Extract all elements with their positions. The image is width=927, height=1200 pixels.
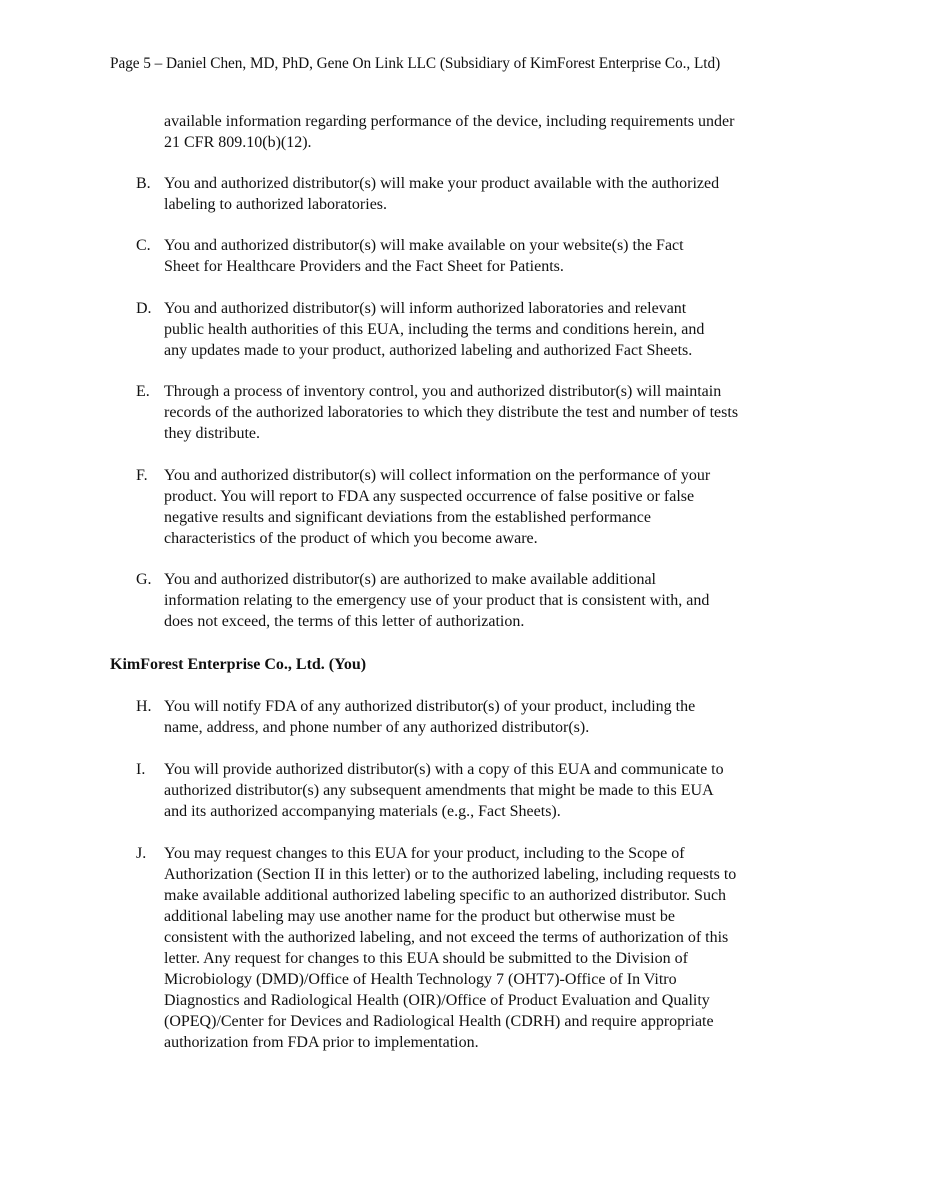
text-line: 21 CFR 809.10(b)(12). xyxy=(164,134,312,151)
continuation-paragraph xyxy=(164,111,734,153)
list-marker: D. xyxy=(136,300,152,317)
list-item-text xyxy=(164,298,704,361)
text-line: Diagnostics and Radiological Health (OIR)/Office of Product Evaluation and Quality xyxy=(164,992,710,1009)
list-item-text xyxy=(164,381,738,444)
text-line: negative results and significant deviations from the established performance xyxy=(164,509,651,526)
list-marker: J. xyxy=(136,845,147,862)
text-line: You and authorized distributor(s) are authorized to make available additional xyxy=(164,571,656,588)
list-marker: H. xyxy=(136,698,152,715)
text-line: make available additional authorized labeling specific to an authorized distributor. Such xyxy=(164,887,727,904)
text-line: does not exceed, the terms of this letter of authorization. xyxy=(164,613,525,630)
list-marker: G. xyxy=(136,571,152,588)
text-line: any updates made to your product, authorized labeling and authorized Fact Sheets. xyxy=(164,342,693,359)
text-line: product. You will report to FDA any suspected occurrence of false positive or false xyxy=(164,488,695,505)
text-line: characteristics of the product of which you become aware. xyxy=(164,530,538,547)
list-marker: E. xyxy=(136,383,150,400)
text-line: You and authorized distributor(s) will make available on your website(s) the Fact xyxy=(164,237,684,254)
text-line: they distribute. xyxy=(164,425,260,442)
text-line: consistent with the authorized labeling, and not exceed the terms of authorization of this xyxy=(164,929,729,946)
text-line: name, address, and phone number of any authorized distributor(s). xyxy=(164,719,590,736)
text-line: Through a process of inventory control, you and authorized distributor(s) will maintain xyxy=(164,383,722,400)
list-item-text xyxy=(164,843,736,1053)
text-line: You and authorized distributor(s) will collect information on the performance of your xyxy=(164,467,711,484)
list-marker: C. xyxy=(136,237,151,254)
text-line: authorized distributor(s) any subsequent amendments that might be made to this EUA xyxy=(164,782,714,799)
list-item-text xyxy=(164,759,724,822)
section-heading: KimForest Enterprise Co., Ltd. (You) xyxy=(110,656,367,673)
text-line: and its authorized accompanying materials (e.g., Fact Sheets). xyxy=(164,803,561,820)
text-line: public health authorities of this EUA, including the terms and conditions herein, and xyxy=(164,321,705,338)
list-item-text xyxy=(164,569,709,632)
page-header: Page 5 – Daniel Chen, MD, PhD, Gene On Link LLC (Subsidiary of KimForest Enterprise Co., Ltd) xyxy=(110,55,721,72)
text-line: records of the authorized laboratories to which they distribute the test and number of tests xyxy=(164,404,739,421)
text-line: authorization from FDA prior to implementation. xyxy=(164,1034,479,1051)
text-line: You may request changes to this EUA for your product, including to the Scope of xyxy=(164,845,685,862)
text-line: You and authorized distributor(s) will inform authorized laboratories and relevant xyxy=(164,300,687,317)
list-marker: B. xyxy=(136,175,151,192)
text-line: (OPEQ)/Center for Devices and Radiological Health (CDRH) and require appropriate xyxy=(164,1013,714,1030)
list-marker: F. xyxy=(136,467,148,484)
text-line: You and authorized distributor(s) will make your product available with the authorized xyxy=(164,175,720,192)
text-line: Sheet for Healthcare Providers and the Fact Sheet for Patients. xyxy=(164,258,564,275)
text-line: You will notify FDA of any authorized distributor(s) of your product, including the xyxy=(164,698,696,715)
list-item-text xyxy=(164,235,684,277)
text-line: Microbiology (DMD)/Office of Health Technology 7 (OHT7)-Office of In Vitro xyxy=(164,971,677,988)
text-line: additional labeling may use another name for the product but otherwise must be xyxy=(164,908,675,925)
list-item-text xyxy=(164,173,719,215)
text-line: labeling to authorized laboratories. xyxy=(164,196,388,213)
text-line: information relating to the emergency use of your product that is consistent with, and xyxy=(164,592,710,609)
list-marker: I. xyxy=(136,761,146,778)
text-line: letter. Any request for changes to this EUA should be submitted to the Division of xyxy=(164,950,688,967)
text-line: available information regarding performance of the device, including requirements under xyxy=(164,113,735,130)
text-line: You will provide authorized distributor(s) with a copy of this EUA and communicate to xyxy=(164,761,724,778)
text-line: Authorization (Section II in this letter) or to the authorized labeling, including requests to xyxy=(164,866,737,883)
list-item-text xyxy=(164,696,695,738)
list-item-text xyxy=(164,465,710,549)
